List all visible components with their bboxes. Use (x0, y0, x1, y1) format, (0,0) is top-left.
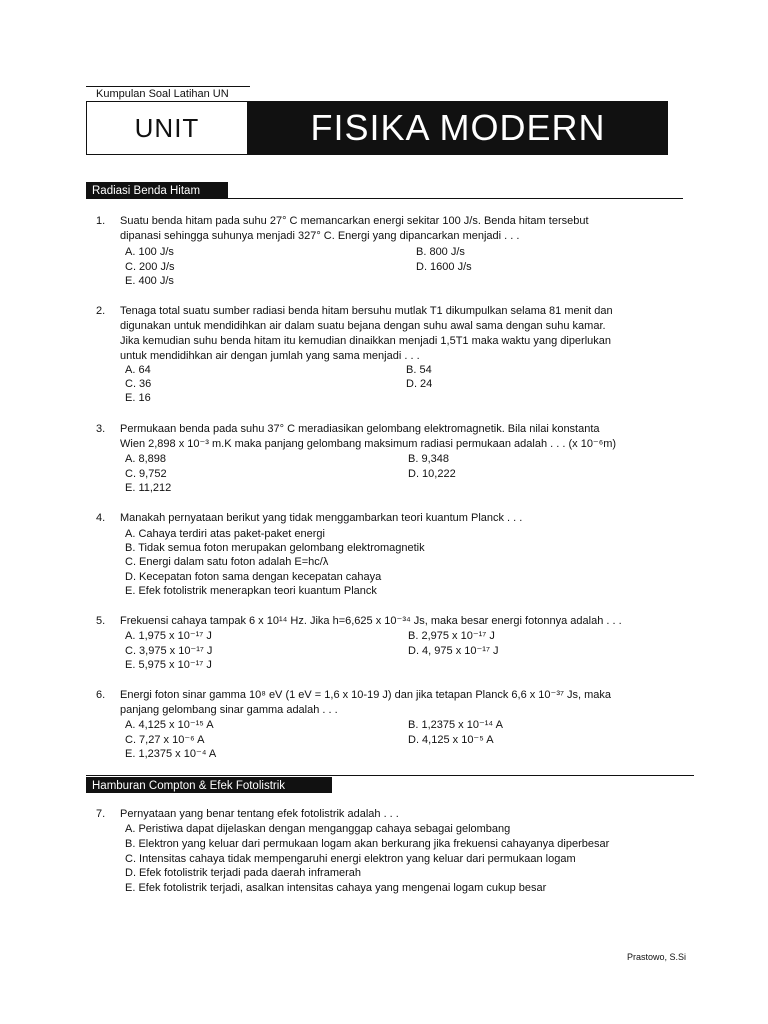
option: E. 5,975 x 10⁻¹⁷ J (125, 659, 212, 671)
question-number: 2. (96, 305, 106, 317)
option: D. 4,125 x 10⁻⁵ A (408, 734, 494, 746)
question-text: Suatu benda hitam pada suhu 27° C memancarkan energi sekitar 100 J/s. Benda hitam tersebut dipanasi sehingga suhunya menjadi 327° C. Energi yang dipancarkan menjadi . . . (120, 215, 589, 242)
option: D. Kecepatan foton sama dengan kecepatan cahaya (125, 571, 382, 583)
option: C. 9,752 (125, 468, 167, 480)
option: A. 1,975 x 10⁻¹⁷ J (125, 630, 212, 642)
option: C. Intensitas cahaya tidak mempengaruhi energi elektron yang keluar dari permukaan logam (125, 853, 576, 865)
option: A. 64 (125, 364, 151, 376)
option: B. 2,975 x 10⁻¹⁷ J (408, 630, 495, 642)
option: B. 54 (406, 364, 432, 376)
question-number: 4. (96, 512, 106, 524)
option: A. 100 J/s (125, 246, 174, 258)
kicker-text: Kumpulan Soal Latihan UN (96, 88, 229, 100)
option: A. 8,898 (125, 453, 166, 465)
question-number: 5. (96, 615, 106, 627)
option: A. Cahaya terdiri atas paket-paket energi (125, 528, 325, 540)
option: A. Peristiwa dapat dijelaskan dengan menganggap cahaya sebagai gelombang (125, 823, 511, 835)
question-number: 1. (96, 215, 106, 227)
option: B. 9,348 (408, 453, 449, 465)
option: C. 3,975 x 10⁻¹⁷ J (125, 645, 213, 657)
option: E. Efek fotolistrik terjadi, asalkan intensitas cahaya yang mengenai logam cukup besar (125, 882, 547, 894)
section-label-compton: Hamburan Compton & Efek Fotolistrik (86, 777, 332, 793)
option: C. 7,27 x 10⁻⁶ A (125, 734, 205, 746)
section-rule (86, 198, 683, 199)
question-text: Pernyataan yang benar tentang efek fotolistrik adalah . . . (120, 808, 399, 820)
question-text: Tenaga total suatu sumber radiasi benda hitam bersuhu mutlak T1 dikumpulkan selama 81 menit dan digunakan untuk mendidihkan air dalam suatu bejana dengan suhu awal sama dengan suhu kamar. Jika kemudian suhu benda hitam itu kemudian dinaikkan menjadi 1,5T1 maka waktu yang diperlukan untuk mendidihkan air dengan jumlah yang sama menjadi . . . (120, 305, 613, 362)
option: B. Tidak semua foton merupakan gelombang elektromagnetik (125, 542, 425, 554)
option: D. 10,222 (408, 468, 456, 480)
question-text: Manakah pernyataan berikut yang tidak menggambarkan teori kuantum Planck . . . (120, 512, 523, 524)
option: B. 800 J/s (416, 246, 465, 258)
option: E. 11,212 (125, 482, 172, 494)
question-number: 6. (96, 689, 106, 701)
question-number: 7. (96, 808, 106, 820)
option: C. Energi dalam satu foton adalah E=hc/λ (125, 556, 329, 568)
section-rule (86, 775, 694, 776)
option: E. 16 (125, 392, 151, 404)
section-label-radiasi: Radiasi Benda Hitam (86, 182, 228, 198)
option: D. Efek fotolistrik terjadi pada daerah inframerah (125, 867, 362, 879)
option: B. Elektron yang keluar dari permukaan logam akan berkurang jika frekuensi cahayanya diperbesar (125, 838, 610, 850)
option: A. 4,125 x 10⁻¹⁵ A (125, 719, 214, 731)
option: D. 1600 J/s (416, 261, 472, 273)
question-text: Frekuensi cahaya tampak 6 x 10¹⁴ Hz. Jika h=6,625 x 10⁻³⁴ Js, maka besar energi fotonnya adalah . . . (120, 615, 622, 627)
question-text: Permukaan benda pada suhu 37° C meradiasikan gelombang elektromagnetik. Bila nilai konstanta Wien 2,898 x 10⁻³ m.K maka panjang gelombang maksimum radiasi permukaan adalah . . . (x 10⁻⁶m) (120, 423, 617, 450)
footer-author: Prastowo, S.Si (626, 952, 686, 962)
option: E. 400 J/s (125, 275, 174, 287)
option: C. 200 J/s (125, 261, 175, 273)
option: E. 1,2375 x 10⁻⁴ A (125, 748, 217, 760)
page-title: FISIKA MODERN (248, 101, 668, 155)
question-number: 3. (96, 423, 106, 435)
question-text: Energi foton sinar gamma 10⁸ eV (1 eV = 1,6 x 10-19 J) dan jika tetapan Planck 6,6 x 10⁻³⁷ Js, maka panjang gelombang sinar gamma adalah . . . (120, 689, 612, 716)
option: D. 4, 975 x 10⁻¹⁷ J (408, 645, 499, 657)
option: D. 24 (406, 378, 433, 390)
unit-label: UNIT (86, 101, 248, 155)
option: E. Efek fotolistrik menerapkan teori kuantum Planck (125, 585, 377, 597)
kicker-rule-top (86, 86, 250, 87)
option: B. 1,2375 x 10⁻¹⁴ A (408, 719, 503, 731)
option: C. 36 (125, 378, 152, 390)
